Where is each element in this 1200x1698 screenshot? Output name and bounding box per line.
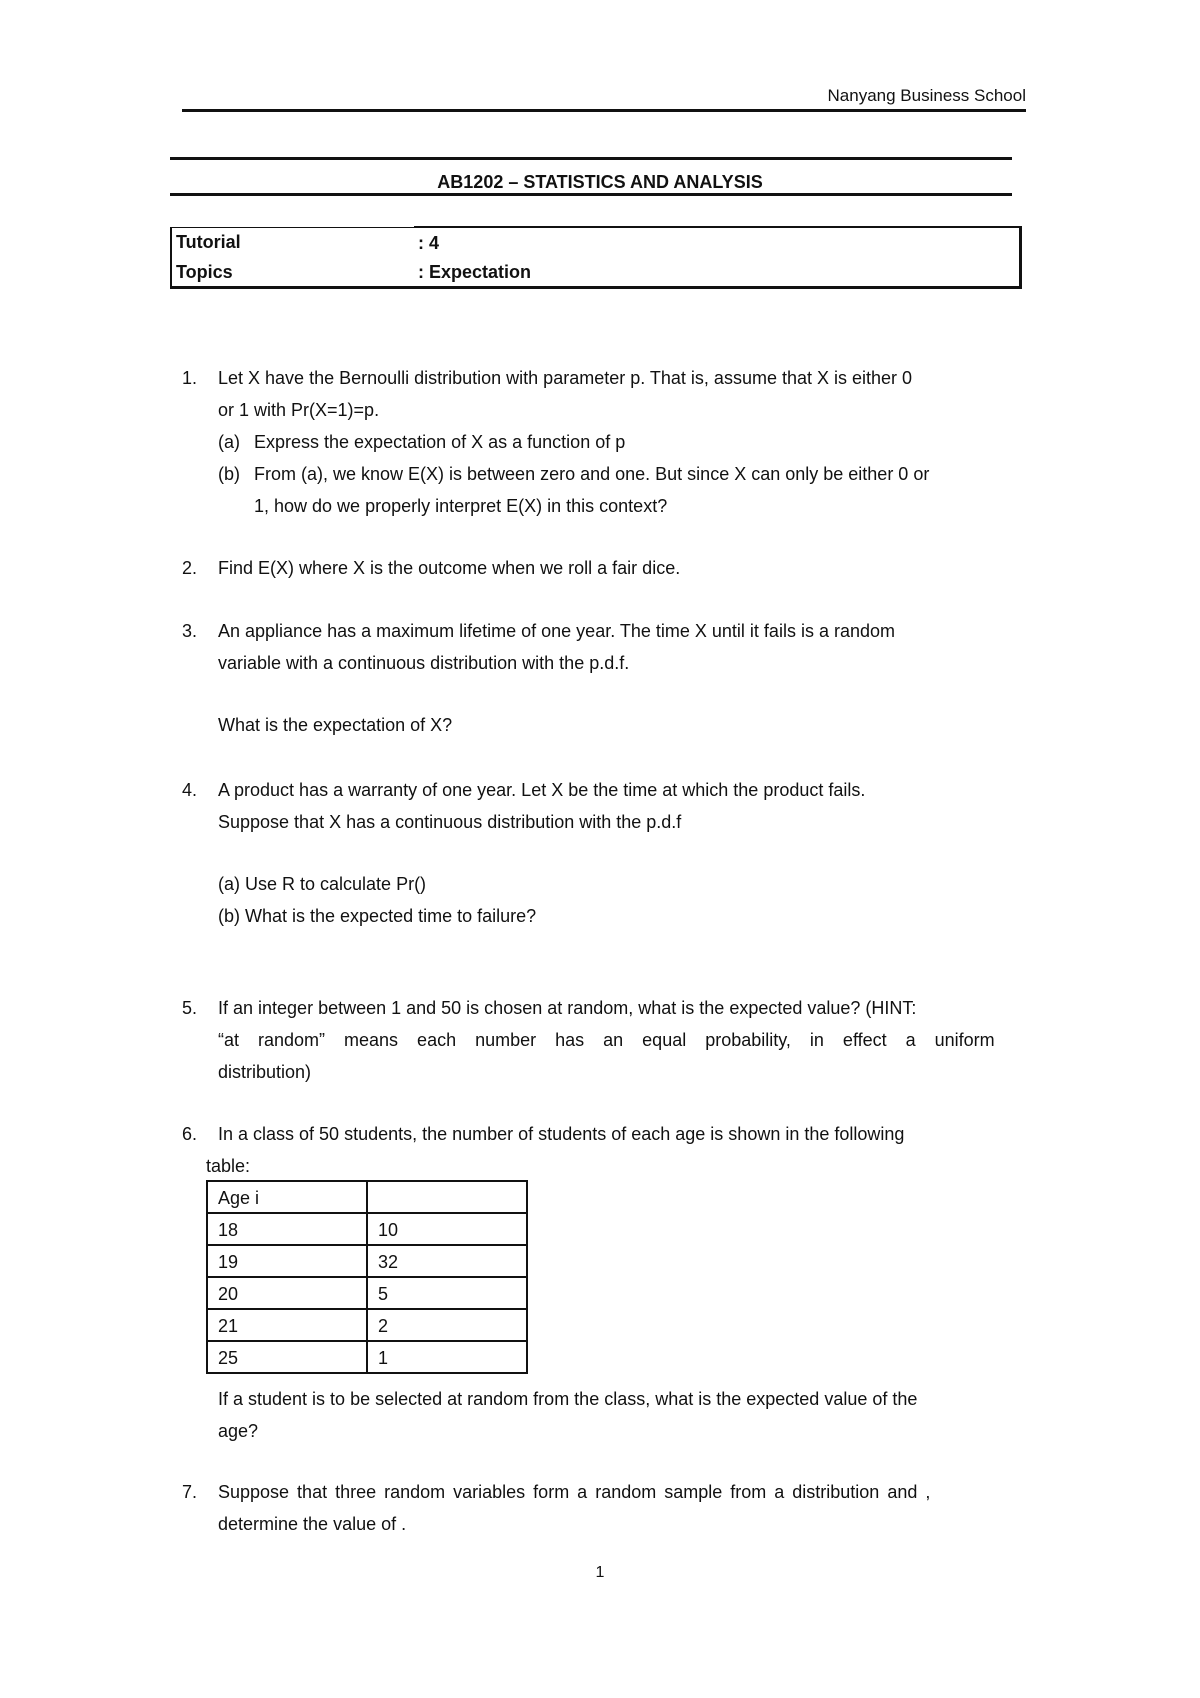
q1-part-b-cont (218, 490, 1024, 522)
question-number: 1. (182, 368, 198, 388)
q5-line-1: If an integer between 1 and 50 is chosen at random, what is the expected value? (HINT: (218, 998, 917, 1018)
q1-line-1: Let X have the Bernoulli distribution with parameter p. That is, assume that X is either 0 (218, 368, 913, 388)
count-cell: 5 (367, 1277, 527, 1309)
q1-part-a (218, 426, 1024, 458)
count-cell: 2 (367, 1309, 527, 1341)
topics-value: : Expectation (414, 257, 1021, 288)
q5-line-2 (218, 1024, 1024, 1056)
question-text (218, 362, 1024, 394)
part-text: From (a), we know E(X) is between zero and one. But since X can only be either 0 or (254, 464, 930, 484)
age-table-header-row (207, 1181, 527, 1213)
q6-line-3: If a student is to be selected at random from the class, what is the expected value of the (218, 1389, 918, 1409)
q1-line-2: or 1 with Pr(X=1)=p. (218, 400, 380, 420)
age-cell: 21 (207, 1309, 367, 1341)
count-cell: 1 (367, 1341, 527, 1373)
age-cell: Age i (207, 1181, 367, 1213)
age-table (206, 1180, 528, 1374)
age-cell: 25 (207, 1341, 367, 1373)
q4-part-a: (a) Use R to calculate Pr() (218, 874, 427, 894)
question-number: 4. (182, 780, 198, 800)
count-cell: 10 (367, 1213, 527, 1245)
part-label: (a) (218, 432, 240, 452)
age-cell: 19 (207, 1245, 367, 1277)
question-number: 7. (182, 1482, 198, 1502)
q4-line-2: Suppose that X has a continuous distribution with the p.d.f (218, 812, 682, 832)
question-text (218, 615, 1024, 647)
topics-label: Topics (171, 257, 414, 288)
q4-line-1: A product has a warranty of one year. Let X be the time at which the product fails. (218, 780, 866, 800)
q3-line-1: An appliance has a maximum lifetime of one year. The time X until it fails is a random (218, 621, 895, 641)
course-title: AB1202 – STATISTICS AND ANALYSIS (437, 172, 763, 192)
age-cell: 20 (207, 1277, 367, 1309)
age-table-row (207, 1277, 527, 1309)
part-text: Express the expectation of X as a function of p (254, 432, 626, 452)
q5-line-3: distribution) (218, 1062, 312, 1082)
age-table-row (207, 1213, 527, 1245)
title-rule-bottom (170, 193, 1012, 196)
header-institution: Nanyang Business School (827, 86, 1026, 105)
question-number: 5. (182, 998, 198, 1018)
tutorial-label: Tutorial (171, 227, 414, 257)
q7-line-1: Suppose that three random variables form a random sample from a distribution and , (218, 1482, 931, 1502)
part-label: (b) (218, 464, 240, 484)
question-text: Find E(X) where X is the outcome when we roll a fair dice. (218, 558, 681, 578)
page-number: 1 (595, 1564, 605, 1581)
header-rule (182, 109, 1026, 112)
question-text (218, 1476, 1024, 1508)
question-text (218, 774, 1024, 806)
tutorial-row (171, 227, 1021, 257)
age-cell: 18 (207, 1213, 367, 1245)
q6-line-4: age? (218, 1421, 259, 1441)
q3-line-2: variable with a continuous distribution with the p.d.f. (218, 653, 630, 673)
question-number: 2. (182, 558, 198, 578)
q6-line-2: table: (206, 1156, 251, 1176)
q3-line-3: What is the expectation of X? (218, 715, 453, 735)
tutorial-info-table (170, 226, 1022, 289)
age-table-row (207, 1245, 527, 1277)
q6-line-1: In a class of 50 students, the number of students of each age is shown in the following (218, 1124, 905, 1144)
title-rule-top (170, 157, 1012, 160)
count-cell (367, 1181, 527, 1213)
tutorial-value: : 4 (414, 227, 1021, 257)
q4-part-b: (b) What is the expected time to failure? (218, 906, 537, 926)
question-text (206, 1118, 1024, 1150)
q5-line-2-text: “at random” means each number has an equal probability, in effect a uniform (218, 1030, 995, 1050)
count-cell: 32 (367, 1245, 527, 1277)
question-number: 6. (182, 1124, 198, 1144)
q1-part-b (218, 458, 1024, 490)
question-number: 3. (182, 621, 198, 641)
age-table-row (207, 1309, 527, 1341)
part-text: 1, how do we properly interpret E(X) in this context? (254, 496, 668, 516)
topics-row (171, 257, 1021, 288)
age-table-row (207, 1341, 527, 1373)
q7-line-2: determine the value of . (218, 1514, 407, 1534)
